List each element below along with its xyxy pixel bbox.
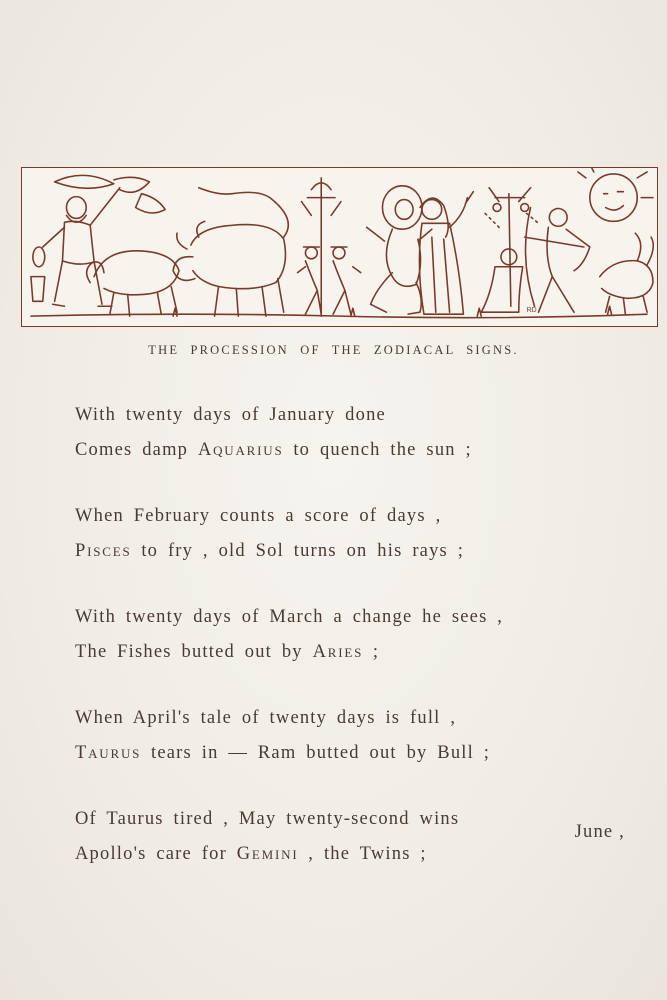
stanza xyxy=(75,802,635,872)
taurus-bull-figure xyxy=(173,188,288,316)
line-text: , the Twins ; xyxy=(298,844,427,864)
line-text: tears in — Ram butted out by Bull ; xyxy=(141,743,491,763)
poem-line: With twenty days of March a change he sees , xyxy=(75,607,504,627)
aquarius-figure xyxy=(31,175,165,306)
zodiac-sign-name: Aries xyxy=(312,642,364,662)
zodiac-sign-name: Aquarius xyxy=(197,440,284,460)
sagittarius-archer-figure xyxy=(525,208,590,315)
poem-line: With twenty days of January done xyxy=(75,405,386,425)
virgo-maiden-figure xyxy=(419,192,473,314)
line-text: Comes damp xyxy=(75,440,198,460)
poem-line xyxy=(75,736,635,771)
poem-line: Of Taurus tired , May twenty-second wins xyxy=(75,809,460,829)
stanza xyxy=(75,701,635,771)
illustration-caption: THE PROCESSION OF THE ZODIACAL SIGNS. xyxy=(148,343,519,357)
line-text: to quench the sun ; xyxy=(283,440,472,460)
gemini-twins-figure xyxy=(298,178,361,316)
poem xyxy=(75,398,635,903)
stanza xyxy=(75,600,635,670)
line-text: ; xyxy=(363,642,380,662)
capricorn-goat-figure xyxy=(600,233,654,314)
zodiac-sign-name: Taurus xyxy=(75,743,142,763)
line-text: Apollo's care for xyxy=(75,844,237,864)
zodiac-procession-illustration xyxy=(21,167,658,327)
svg-text:RD: RD xyxy=(526,307,537,315)
stanza xyxy=(75,499,635,569)
poem-line: When April's tale of twenty days is full , xyxy=(75,708,457,728)
sun-figure xyxy=(578,168,653,221)
poem-line xyxy=(75,635,635,670)
line-text: The Fishes butted out by xyxy=(75,642,313,662)
zodiac-sign-name: Gemini xyxy=(236,844,299,864)
libra-figure xyxy=(481,188,538,315)
poem-line xyxy=(75,534,635,569)
line-text: to fry , old Sol turns on his rays ; xyxy=(131,541,465,561)
zodiac-sign-name: Pisces xyxy=(75,541,132,561)
catchword: June , xyxy=(574,822,625,842)
poem-line: When February counts a score of days , xyxy=(75,506,442,526)
poem-line xyxy=(75,433,635,468)
stanza xyxy=(75,398,635,468)
poem-line xyxy=(75,837,635,872)
